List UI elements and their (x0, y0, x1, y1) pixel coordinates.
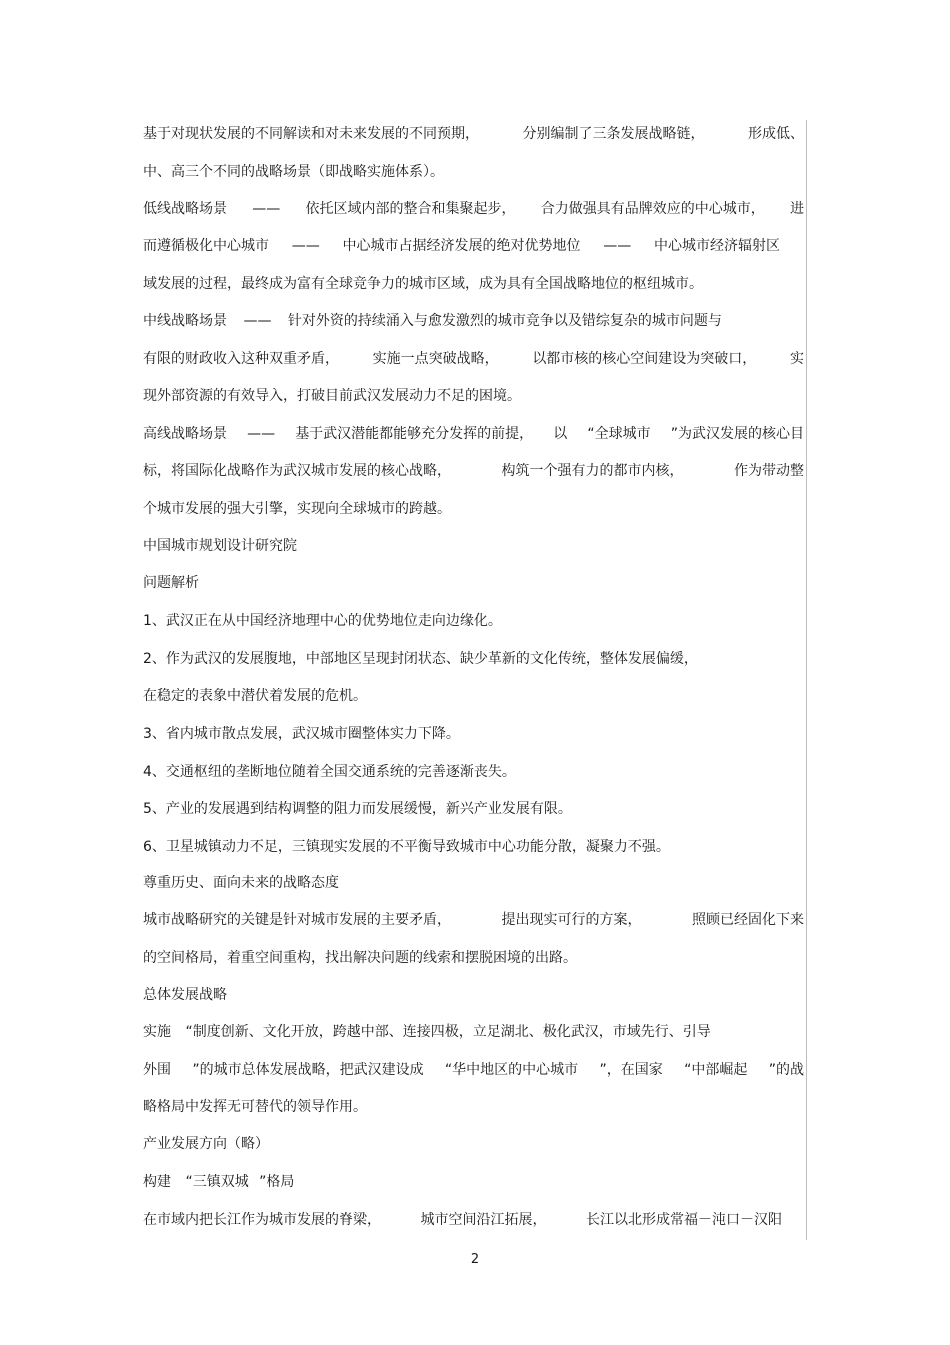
text-line (143, 162, 804, 182)
text-segment: 照顾已经固化下来 (692, 912, 804, 928)
text-line (143, 611, 804, 631)
text-segment: 总体发展战略 (143, 987, 227, 1003)
text-line (143, 199, 804, 219)
text-segment: 有限的财政收入这种双重矛盾， (143, 351, 339, 367)
text-segment: 尊重历史、面向未来的战略态度 (143, 875, 339, 891)
text-segment: 基于武汉潜能都能够充分发挥的前提， (295, 426, 534, 442)
page-number: 2 (470, 1252, 480, 1267)
text-segment: 1、武汉正在从中国经济地理中心的优势地位走向边缘化。 (143, 613, 502, 629)
text-line (143, 424, 804, 444)
text-segment: 问题解析 (143, 575, 199, 591)
text-line (143, 311, 804, 331)
text-segment: —— (291, 238, 320, 254)
text-segment: 2、作为武汉的发展腹地，中部地区呈现封闭状态、缺少革新的文化传统，整体发展偏缓， (143, 651, 698, 667)
text-segment: 个城市发展的强大引擎，实现向全球城市的跨越。 (143, 501, 451, 517)
text-line (143, 910, 804, 930)
text-line (143, 837, 804, 857)
text-segment: “中部崛起 (684, 1062, 748, 1078)
text-segment: 低线战略场景 (143, 201, 227, 217)
text-segment: 作为带动整 (734, 463, 804, 479)
text-line (143, 1172, 804, 1192)
text-segment: 基于对现状发展的不同解读和对未来发展的不同预期， (143, 126, 479, 142)
text-segment: 中心城市经济辐射区 (654, 238, 780, 254)
text-segment: 合力做强具有品牌效应的中心城市， (540, 201, 765, 217)
text-segment: 3、省内城市散点发展，武汉城市圈整体实力下降。 (143, 726, 460, 742)
text-segment: 中心城市占据经济发展的绝对优势地位 (342, 238, 581, 254)
text-line (143, 499, 804, 519)
text-segment: 产业发展方向（略） (143, 1136, 269, 1152)
text-segment: 的空间格局，着重空间重构，找出解决问题的线索和摆脱困境的出路。 (143, 950, 577, 966)
text-segment: “全球城市 (587, 426, 651, 442)
text-line (143, 236, 780, 256)
text-segment: 在稳定的表象中潜伏着发展的危机。 (143, 688, 367, 704)
text-line (143, 1097, 804, 1117)
text-segment: 实施 (143, 1024, 171, 1040)
text-line (143, 124, 804, 144)
text-line (143, 724, 804, 744)
text-segment: 略格局中发挥无可替代的领导作用。 (143, 1099, 367, 1115)
text-segment: 中、高三个不同的战略场景（即战略实施体系）。 (143, 164, 444, 180)
text-segment: 5、产业的发展遇到结构调整的阻力而发展缓慢，新兴产业发展有限。 (143, 801, 572, 817)
text-segment: 在市域内把长江作为城市发展的脊梁， (143, 1212, 381, 1228)
text-line (143, 799, 804, 819)
text-line (143, 349, 804, 369)
text-segment: 6、卫星城镇动力不足，三镇现实发展的不平衡导致城市中心功能分散，凝聚力不强。 (143, 839, 670, 855)
text-segment: 城市空间沿江拓展， (420, 1212, 547, 1228)
text-segment: 实 (789, 351, 804, 367)
text-line (143, 873, 804, 893)
text-segment: 而遵循极化中心城市 (143, 238, 269, 254)
text-segment: —— (603, 238, 632, 254)
text-segment: 中线战略场景 (143, 313, 227, 329)
text-segment: 外围 (143, 1062, 171, 1078)
text-line (143, 649, 804, 669)
text-segment: “三镇双城 (185, 1174, 249, 1190)
text-segment: “制度创新、文化开放，跨越中部、连接四极，立足湖北、极化武汉，市域先行、引导 (185, 1024, 711, 1040)
text-segment: ”的战 (768, 1062, 804, 1078)
text-segment: ”，在国家 (599, 1062, 663, 1078)
text-line (143, 948, 804, 968)
text-line (143, 461, 804, 481)
text-segment: ”格局 (259, 1174, 295, 1190)
text-segment: 构建 (143, 1174, 171, 1190)
text-segment: 进 (790, 201, 804, 217)
text-line (143, 985, 804, 1005)
text-segment: 高线战略场景 (143, 426, 227, 442)
text-segment: 现外部资源的有效导入，打破目前武汉发展动力不足的困境。 (143, 388, 521, 404)
page-border (806, 120, 807, 1240)
text-segment: “华中地区的中心城市 (444, 1062, 579, 1078)
text-segment: 域发展的过程，最终成为富有全球竞争力的城市区域，成为具有全国战略地位的枢纽城市。 (143, 276, 703, 292)
text-line (143, 573, 804, 593)
text-line (143, 386, 804, 406)
text-segment: 分别编制了三条发展战略链， (522, 126, 705, 142)
text-line (143, 1060, 804, 1080)
text-segment: 城市战略研究的关键是针对城市发展的主要矛盾， (143, 912, 451, 928)
text-segment: 构筑一个强有力的都市内核， (501, 463, 684, 479)
text-segment: 依托区域内部的整合和集聚起步， (305, 201, 516, 217)
text-line (143, 536, 804, 556)
text-segment: —— (243, 313, 272, 329)
text-segment: ”为武汉发展的核心目 (670, 426, 804, 442)
text-segment: 长江以北形成常福－沌口－汉阳 (586, 1212, 782, 1228)
text-segment: 实施一点突破战略， (372, 351, 499, 367)
text-segment: 提出现实可行的方案， (501, 912, 642, 928)
text-segment: 4、交通枢纽的垄断地位随着全国交通系统的完善逐渐丧失。 (143, 764, 516, 780)
text-segment: —— (247, 426, 276, 442)
text-line (143, 1134, 804, 1154)
text-segment: 以 (553, 426, 568, 442)
text-line (143, 762, 804, 782)
text-line (143, 686, 804, 706)
text-segment: 以都市核的核心空间建设为突破口， (532, 351, 757, 367)
text-line (143, 1022, 804, 1042)
text-segment: ”的城市总体发展战略，把武汉建设成 (192, 1062, 424, 1078)
text-segment: 形成低、 (748, 126, 804, 142)
text-segment: —— (252, 201, 281, 217)
text-segment: 针对外资的持续涌入与愈发激烈的城市竞争以及错综复杂的城市问题与 (287, 313, 722, 329)
text-line (143, 1210, 782, 1230)
text-segment: 标，将国际化战略作为武汉城市发展的核心战略， (143, 463, 451, 479)
text-line (143, 274, 804, 294)
text-segment: 中国城市规划设计研究院 (143, 538, 297, 554)
